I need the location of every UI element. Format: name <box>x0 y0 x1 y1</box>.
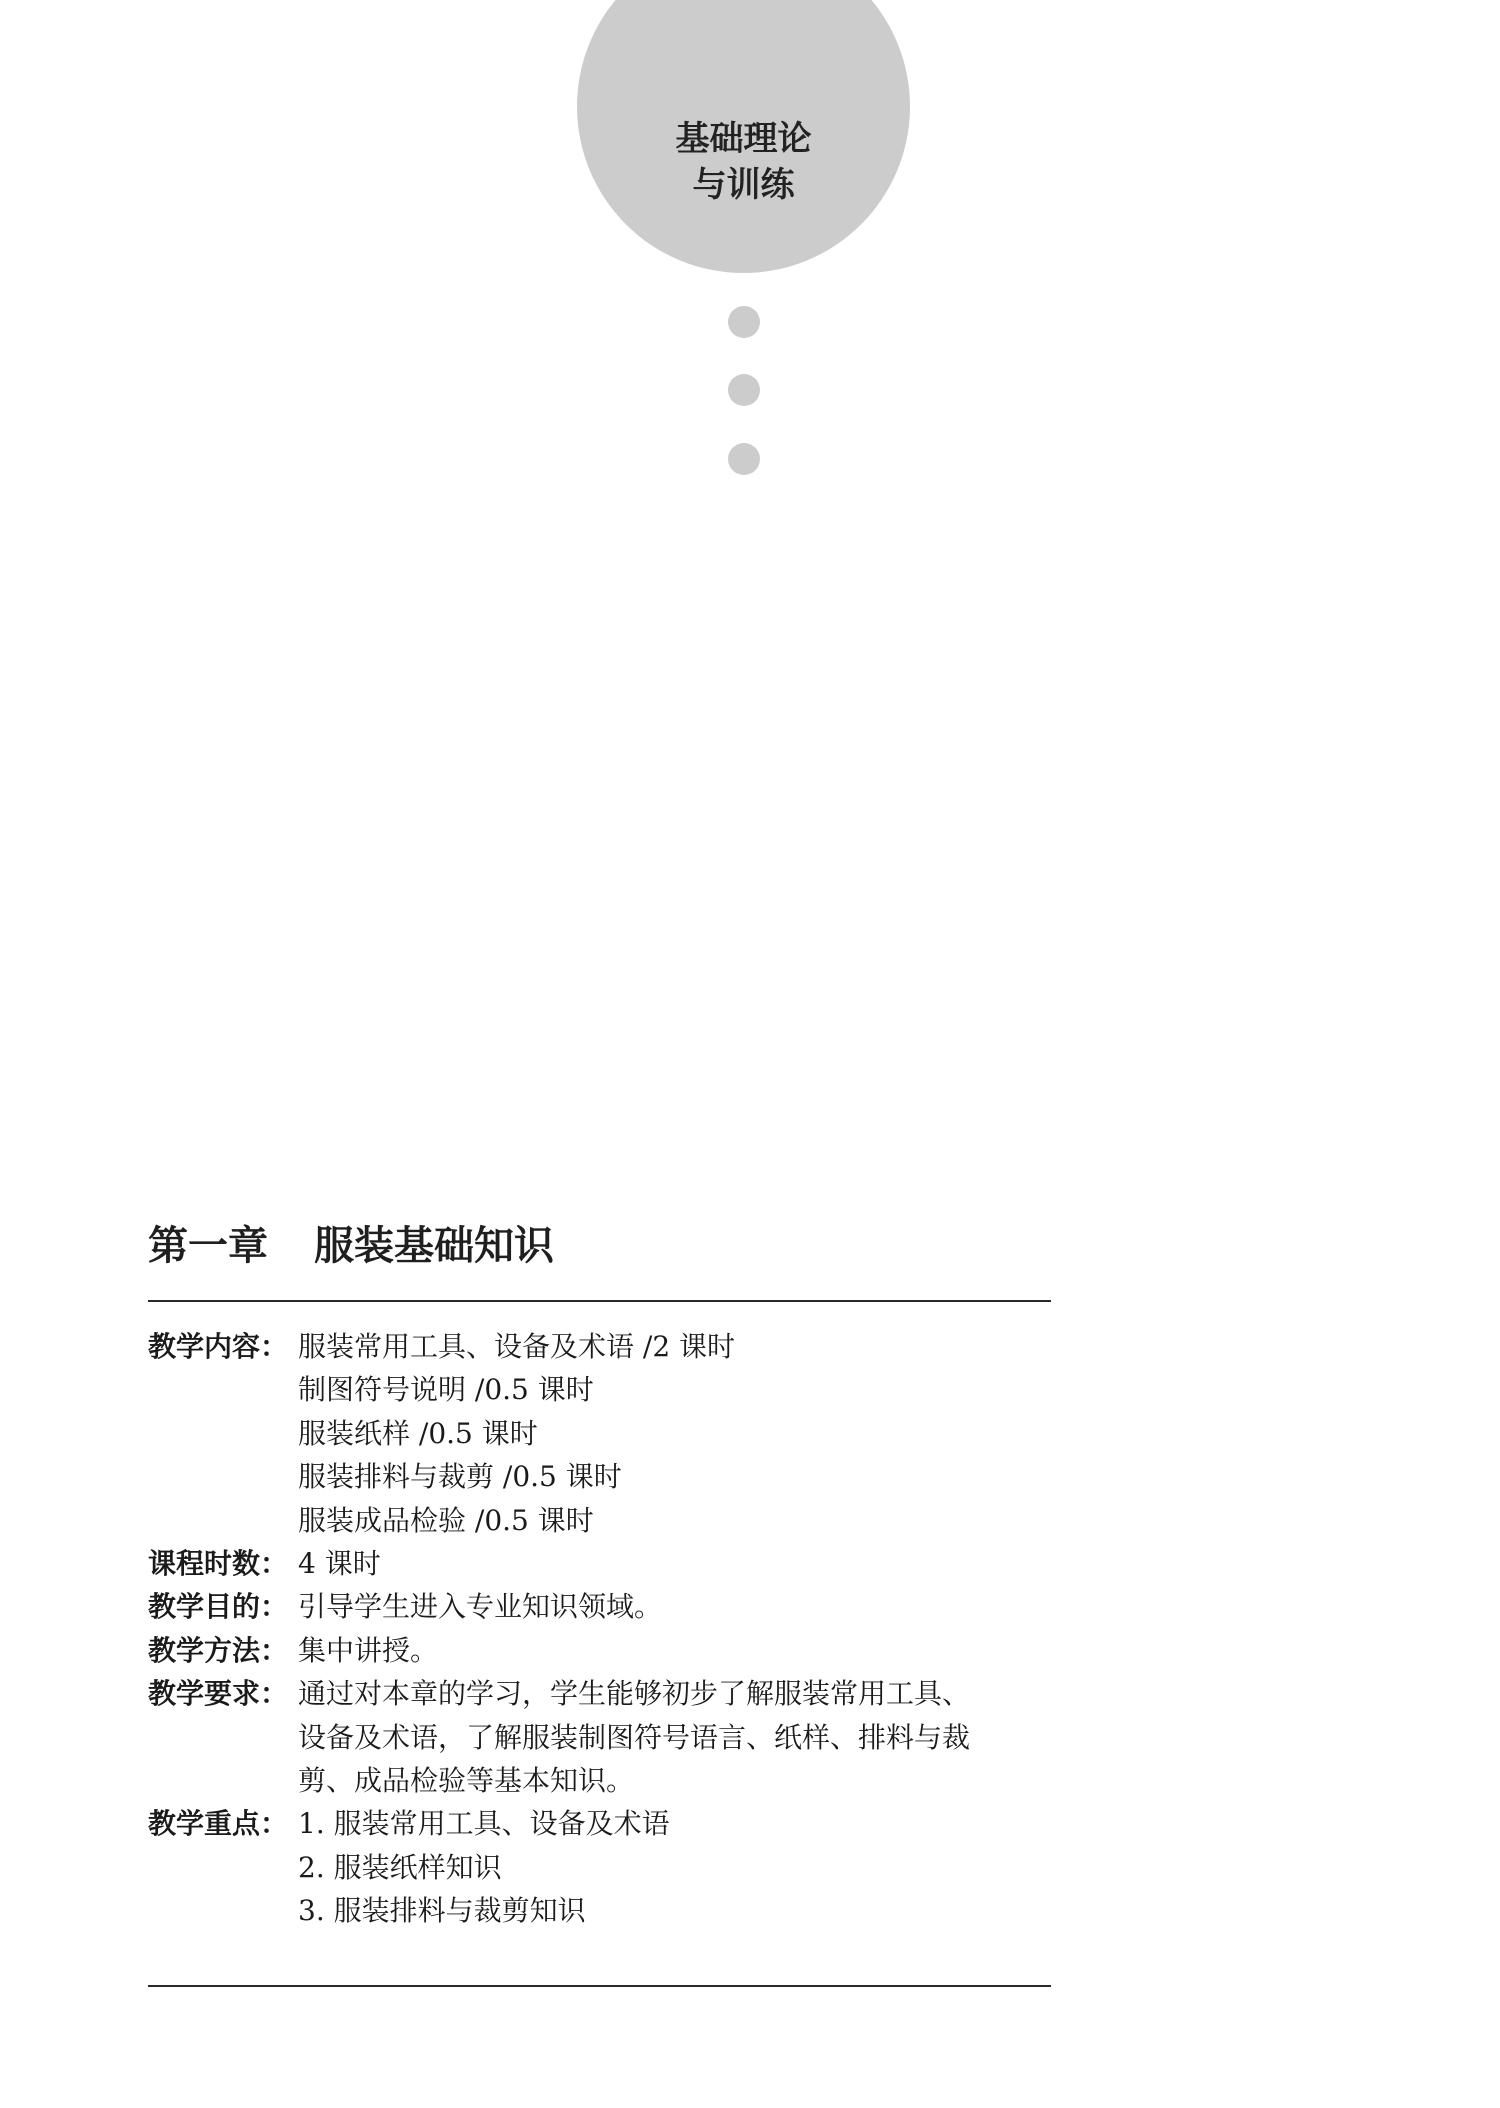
info-line: 服装排料与裁剪 /0.5 课时 <box>298 1460 622 1494</box>
info-line: 3. 服装排料与裁剪知识 <box>298 1894 586 1928</box>
info-label: 教学要求： <box>148 1677 289 1711</box>
top-divider <box>148 1300 1051 1302</box>
info-value <box>298 1672 1051 1802</box>
info-line: 集中讲授。 <box>298 1633 439 1667</box>
chapter-heading <box>148 1218 554 1274</box>
info-label: 课程时数： <box>148 1547 289 1581</box>
info-line: 引导学生进入专业知识领域。 <box>298 1590 663 1624</box>
info-row-requirement <box>148 1672 1051 1802</box>
section-badge-label <box>577 116 910 208</box>
info-line: 4 课时 <box>298 1547 381 1581</box>
info-value <box>298 1325 1051 1542</box>
bottom-divider <box>148 1985 1051 1987</box>
info-line: 2. 服装纸样知识 <box>298 1850 502 1884</box>
info-value <box>298 1542 1051 1585</box>
info-label: 教学目的： <box>148 1590 289 1624</box>
info-value <box>298 1585 1051 1628</box>
info-row-focus <box>148 1802 1051 1932</box>
decorative-dot <box>728 374 760 406</box>
section-badge-line-2: 与训练 <box>692 165 795 205</box>
info-label: 教学内容： <box>148 1330 289 1363</box>
info-line: 1. 服装常用工具、设备及术语 <box>298 1807 670 1841</box>
info-row-content <box>148 1325 1051 1542</box>
info-row-hours <box>148 1542 1051 1585</box>
info-line: 制图符号说明 /0.5 课时 <box>298 1373 594 1407</box>
chapter-number: 第一章 <box>148 1223 268 1269</box>
chapter-info-block <box>148 1325 1051 1933</box>
info-label: 教学方法： <box>148 1633 289 1667</box>
info-row-method <box>148 1629 1051 1672</box>
chapter-title: 服装基础知识 <box>314 1223 554 1269</box>
decorative-dot <box>728 306 760 338</box>
info-label: 教学重点： <box>148 1807 289 1841</box>
info-row-purpose <box>148 1585 1051 1628</box>
info-line: 设备及术语，了解服装制图符号语言、纸样、排料与裁 <box>298 1720 971 1754</box>
section-badge-line-1: 基础理论 <box>675 119 812 159</box>
info-line: 服装纸样 /0.5 课时 <box>298 1416 538 1450</box>
info-line: 剪、成品检验等基本知识。 <box>298 1764 635 1798</box>
info-line: 通过对本章的学习，学生能够初步了解服装常用工具、 <box>298 1677 971 1711</box>
info-line: 服装成品检验 /0.5 课时 <box>298 1503 594 1537</box>
decorative-dot <box>728 443 760 475</box>
info-line: 服装常用工具、设备及术语 /2 课时 <box>298 1330 736 1363</box>
info-value <box>298 1802 1051 1932</box>
info-value <box>298 1629 1051 1672</box>
